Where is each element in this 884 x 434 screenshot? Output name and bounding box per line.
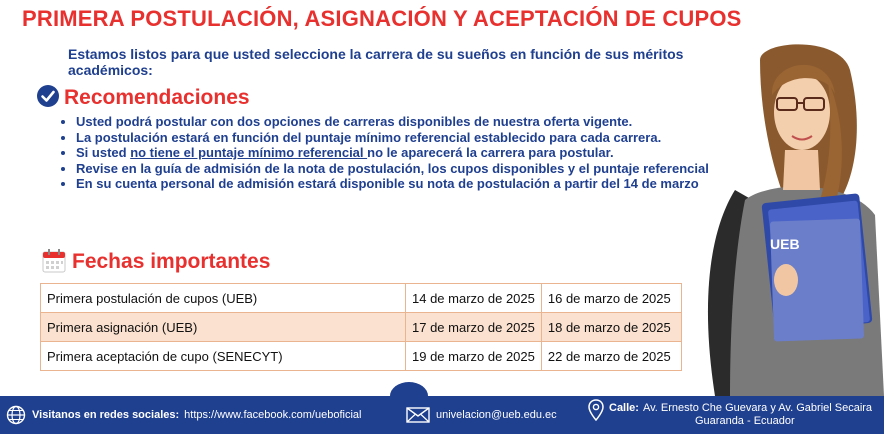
table-row [41,284,682,313]
calendar-icon [41,248,67,274]
facebook-link[interactable]: https://www.facebook.com/ueboficial [184,409,362,421]
location-pin-icon [588,399,604,421]
recommendations-heading: Recomendaciones [64,86,250,109]
intro-text: Estamos listos para que usted seleccione la carrera de su sueños en función de sus méritos académicos: [68,46,684,78]
footer-bar [0,396,884,434]
mail-icon [406,406,430,424]
event-name: Primera asignación (UEB) [41,313,406,342]
list-item: • En su cuenta personal de admisión estará disponible su nota de postulación a partir del 14 de marzo [76,176,716,192]
start-date: 14 de marzo de 2025 [406,284,542,313]
end-date: 18 de marzo de 2025 [541,313,681,342]
email-info [406,396,557,434]
page-title: PRIMERA POSTULACIÓN, ASIGNACIÓN Y ACEPTACIÓN DE CUPOS [22,6,742,31]
list-item-suffix: no le aparecerá la carrera para postular. [367,145,614,160]
event-name: Primera postulación de cupos (UEB) [41,284,406,313]
social-info [6,396,361,434]
dates-table [40,283,682,371]
start-date: 19 de marzo de 2025 [406,342,542,371]
checkmark-icon [36,84,60,108]
social-label: Visitanos en redes sociales: [32,409,180,421]
student-illustration [690,40,884,396]
recommendations-list [60,114,716,192]
address-label: Calle: [609,402,639,414]
address-info [588,396,872,434]
list-item: • La postulación estará en función del puntaje mínimo referencial establecido para cada carrera. [76,130,716,146]
list-item: • Usted podrá postular con dos opciones de carreras disponibles de nuestra oferta vigente. [76,114,716,130]
address-line-2: Guaranda - Ecuador [695,415,795,427]
list-item: • Revise en la guía de admisión de la nota de postulación, los cupos disponibles y el puntaje referencial [76,161,716,177]
list-item [76,145,716,161]
globe-icon [6,405,26,425]
book-logo: UEB [770,236,800,252]
event-name: Primera aceptación de cupo (SENECYT) [41,342,406,371]
table-row [41,313,682,342]
email-link[interactable]: univelacion@ueb.edu.ec [436,409,557,421]
list-item-prefix: Si usted [76,145,131,160]
end-date: 16 de marzo de 2025 [541,284,681,313]
table-row [41,342,682,371]
address-line-1: Av. Ernesto Che Guevara y Av. Gabriel Secaira [642,402,873,414]
underlined-phrase: no tiene el puntaje mínimo referencial [130,145,368,160]
dates-heading: Fechas importantes [72,250,271,273]
start-date: 17 de marzo de 2025 [406,313,542,342]
end-date: 22 de marzo de 2025 [541,342,681,371]
